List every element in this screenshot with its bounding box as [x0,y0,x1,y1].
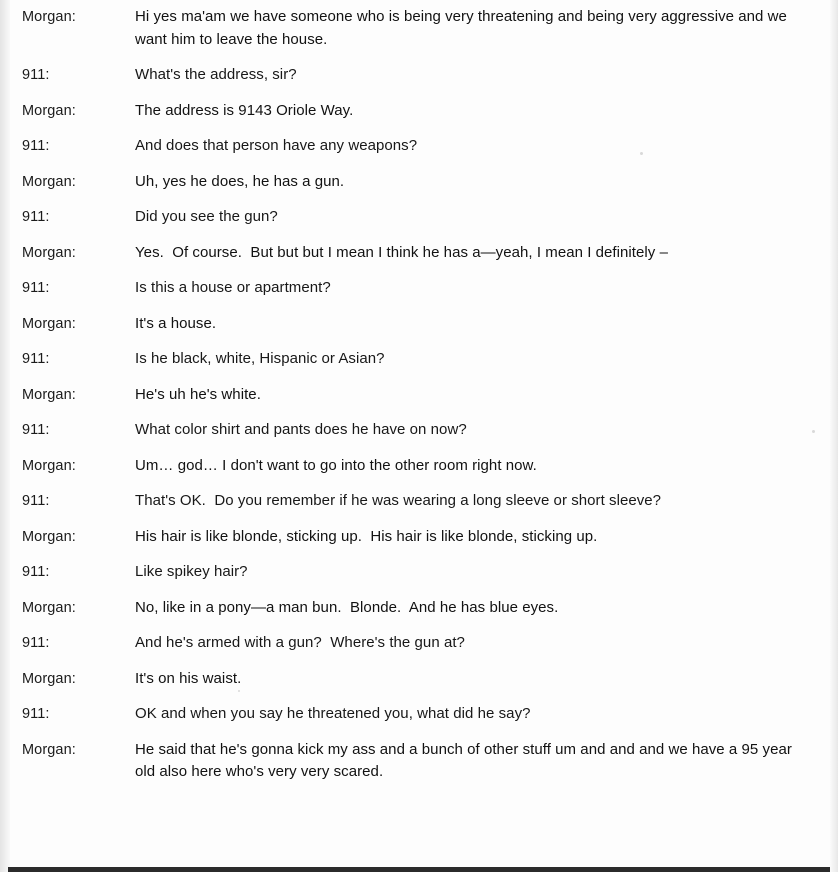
transcript-turn [0,561,838,584]
speaker-label: Morgan: [22,244,76,261]
utterance-text: What color shirt and pants does he have on now? [135,421,467,438]
transcript-turn [0,490,838,513]
transcript-turn [0,6,838,51]
page-bottom-rule [8,867,830,872]
transcript-turn [0,348,838,371]
speaker-label: 911: [22,564,50,580]
transcript-turn [0,632,838,655]
utterance-text: OK and when you say he threatened you, what did he say? [135,705,531,722]
speaker-label: 911: [22,422,50,438]
transcript-turn [0,384,838,407]
speaker-label: Morgan: [22,102,76,119]
speaker-label: 911: [22,635,50,651]
transcript-turn [0,242,838,265]
utterance-text: It's on his waist. [135,669,242,687]
utterance-text: He's uh he's white. [135,385,261,403]
transcript-turn [0,277,838,300]
utterance-text: The address is 9143 Oriole Way. [135,101,354,119]
utterance-text: Yes. Of course. But but but I mean I think he has a—yeah, I mean I definitely – [135,243,668,261]
transcript-turn [0,100,838,123]
speaker-label: Morgan: [22,457,76,474]
speaker-label: 911: [22,706,50,722]
utterance-text: And does that person have any weapons? [135,137,418,154]
transcript-turn [0,526,838,549]
transcript-turn [0,206,838,229]
transcript-turn [0,313,838,336]
utterance-text: No, like in a pony—a man bun. Blonde. And he has blue eyes. [135,598,559,616]
utterance-text: He said that he's gonna kick my ass and a bunch of other stuff um and and and we have a 95 year old also here who's very very scared. [135,740,797,780]
transcript-turn [0,419,838,442]
transcript-turn [0,455,838,478]
transcript-turn [0,668,838,691]
utterance-text: Hi yes ma'am we have someone who is being very threatening and being very aggressive and we want him to leave the house. [135,8,792,48]
transcript-turn [0,135,838,158]
speaker-label: Morgan: [22,173,76,190]
speaker-label: 911: [22,351,50,367]
speaker-label: Morgan: [22,599,76,616]
utterance-text: What's the address, sir? [135,66,297,83]
speaker-label: Morgan: [22,9,76,25]
transcript-turn [0,597,838,620]
transcript-turn [0,171,838,194]
utterance-text: Is this a house or apartment? [135,279,331,296]
utterance-text: Like spikey hair? [135,563,248,580]
speaker-label: Morgan: [22,670,76,687]
transcript-turn [0,703,838,726]
utterance-text: That's OK. Do you remember if he was wearing a long sleeve or short sleeve? [135,492,662,509]
speaker-label: 911: [22,493,50,509]
utterance-text: His hair is like blonde, sticking up. His hair is like blonde, sticking up. [135,527,598,545]
utterance-text: Uh, yes he does, he has a gun. [135,172,345,190]
speaker-label: Morgan: [22,315,76,332]
speaker-label: 911: [22,138,50,154]
utterance-text: Um… god… I don't want to go into the other room right now. [135,456,537,474]
utterance-text: It's a house. [135,314,217,332]
utterance-text: And he's armed with a gun? Where's the gun at? [135,634,465,651]
speaker-label: Morgan: [22,741,76,758]
speaker-label: Morgan: [22,528,76,545]
speaker-label: 911: [22,280,50,296]
utterance-text: Did you see the gun? [135,208,278,225]
transcript-turn [0,64,838,87]
speaker-label: 911: [22,209,50,225]
speaker-label: 911: [22,67,50,83]
utterance-text: Is he black, white, Hispanic or Asian? [135,350,385,367]
transcript-turn [0,739,838,784]
speaker-label: Morgan: [22,386,76,403]
